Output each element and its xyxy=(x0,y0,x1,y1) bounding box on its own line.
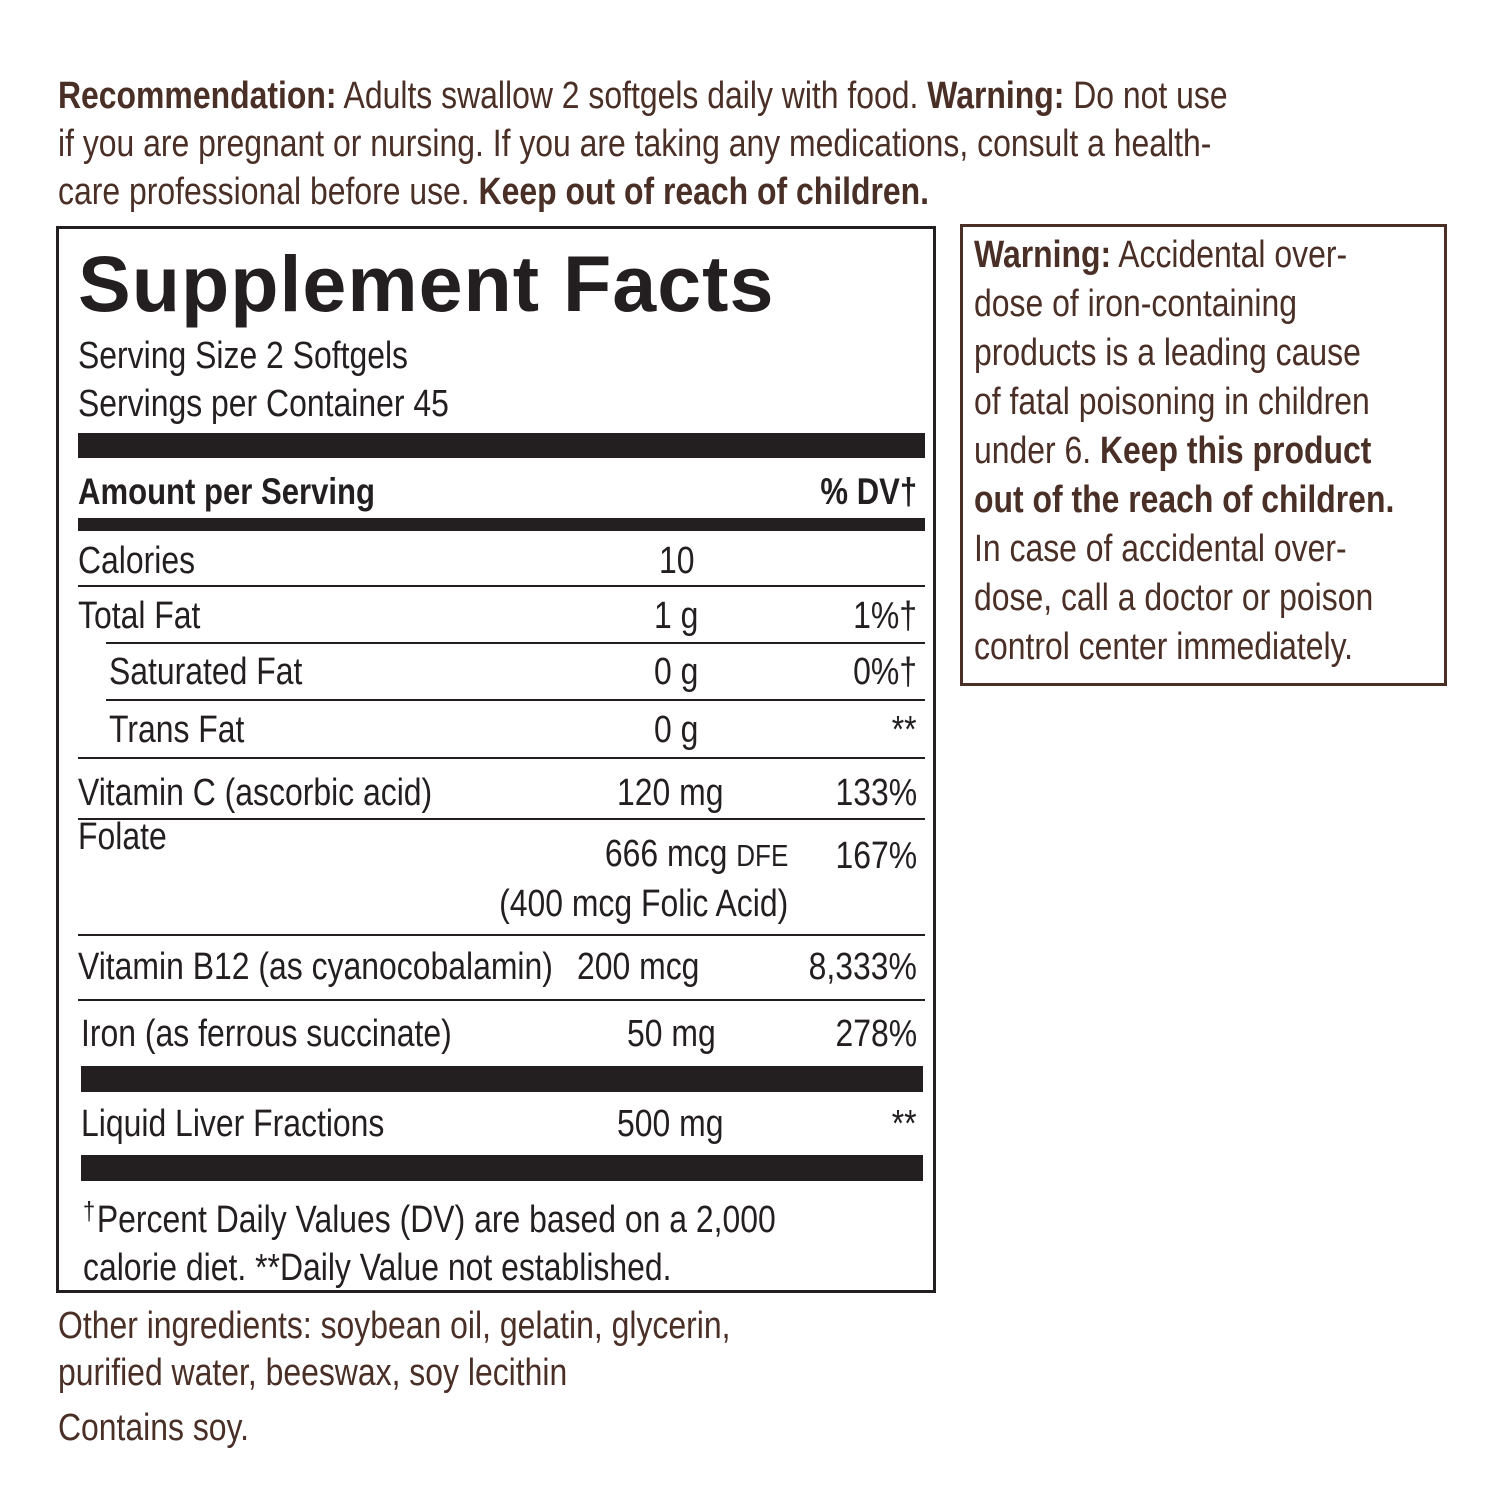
nutrient-amount: 1 g xyxy=(653,595,698,637)
medium-divider xyxy=(78,518,925,531)
nutrient-dv: ** xyxy=(892,709,917,751)
recommendation-line-2: if you are pregnant or nursing. If you are taking any medications, consult a health- xyxy=(58,123,1212,165)
facts-row-calories xyxy=(59,536,933,586)
facts-row-vitamin-c xyxy=(59,768,933,818)
nutrient-amount: 0 g xyxy=(653,709,698,751)
nutrient-name: Iron (as ferrous succinate) xyxy=(81,1013,452,1055)
facts-title: Supplement Facts xyxy=(78,239,775,328)
amount-header-row xyxy=(59,469,933,515)
facts-row-total-fat xyxy=(59,591,933,641)
nutrient-name: Folate xyxy=(78,816,167,858)
facts-row-vitamin-b12 xyxy=(59,942,933,992)
warning-label: Warning: xyxy=(927,75,1065,117)
nutrient-name: Vitamin C (ascorbic acid) xyxy=(78,772,433,814)
facts-row-saturated-fat xyxy=(59,647,933,697)
row-divider xyxy=(78,757,925,759)
nutrient-name: Saturated Fat xyxy=(109,651,303,693)
folate-dv: 167% xyxy=(835,835,917,877)
serving-size: Serving Size 2 Softgels xyxy=(78,335,409,377)
facts-row-folate xyxy=(59,812,933,862)
nutrient-name: Trans Fat xyxy=(109,709,245,751)
recommendation-line-3: care professional before use. Keep out of reach of children. xyxy=(58,171,930,213)
nutrient-amount: 50 mg xyxy=(627,1013,716,1055)
nutrient-dv: 0%† xyxy=(853,651,917,693)
row-divider xyxy=(78,934,925,936)
iron-warning-label: Warning: xyxy=(974,234,1112,276)
nutrient-amount: 120 mg xyxy=(616,772,724,814)
row-divider xyxy=(78,999,925,1001)
nutrient-amount: 500 mg xyxy=(616,1103,724,1145)
row-divider xyxy=(106,699,925,701)
nutrient-dv: ** xyxy=(892,1103,917,1145)
nutrient-name: Vitamin B12 (as cyanocobalamin) xyxy=(78,946,553,988)
thick-divider-middle xyxy=(81,1066,923,1092)
supplement-facts-panel xyxy=(56,226,936,1293)
amount-per-serving-label: Amount per Serving xyxy=(78,471,376,512)
nutrient-name: Liquid Liver Fractions xyxy=(81,1103,385,1145)
servings-per-container: Servings per Container 45 xyxy=(78,383,449,425)
nutrient-amount: 200 mcg xyxy=(577,946,700,988)
nutrient-dv: 1%† xyxy=(853,595,917,637)
row-divider xyxy=(78,585,925,587)
keep-out-of-reach: Keep out of reach of children. xyxy=(478,171,930,213)
nutrient-name: Total Fat xyxy=(78,595,201,637)
nutrient-dv: 278% xyxy=(835,1013,917,1055)
thick-divider-bottom xyxy=(81,1155,923,1181)
facts-row-trans-fat xyxy=(59,705,933,755)
facts-row-liquid-liver xyxy=(59,1099,933,1149)
nutrient-dv: 133% xyxy=(835,772,917,814)
folate-dfe-unit: DFE xyxy=(735,838,788,873)
nutrient-amount: 10 xyxy=(658,540,695,582)
folate-folic-acid: (400 mcg Folic Acid) xyxy=(498,883,788,925)
other-ingredients: Other ingredients: soybean oil, gelatin, glycerin, purified water, beeswax, soy lecithin xyxy=(58,1305,731,1394)
recommendation-text xyxy=(58,72,1450,216)
nutrient-dv: 8,333% xyxy=(808,946,917,988)
recommendation-label: Recommendation: xyxy=(58,75,337,117)
nutrient-amount: 0 g xyxy=(653,651,698,693)
thick-divider-top xyxy=(78,433,925,458)
facts-footnote: †Percent Daily Values (DV) are based on a 2,000 calorie diet. **Daily Value not established. xyxy=(83,1196,776,1289)
dagger-symbol: † xyxy=(83,1196,96,1226)
iron-warning-box: Warning: Accidental over- dose of iron-containing products is a leading cause of fatal poisoning in children under 6. Keep this product out of the reach of children. In case of accidental over- dose, call a doctor or poison control center immediately. xyxy=(960,224,1447,686)
folate-amount: 666 mcg DFE xyxy=(604,833,788,875)
row-divider xyxy=(106,642,925,644)
facts-row-iron xyxy=(59,1009,933,1059)
nutrient-name: Calories xyxy=(78,540,196,582)
dv-header-label: % DV† xyxy=(820,471,917,512)
recommendation-line-1: Recommendation: Adults swallow 2 softgels daily with food. Warning: Do not use xyxy=(58,75,1228,117)
allergen-statement: Contains soy. xyxy=(58,1407,250,1449)
